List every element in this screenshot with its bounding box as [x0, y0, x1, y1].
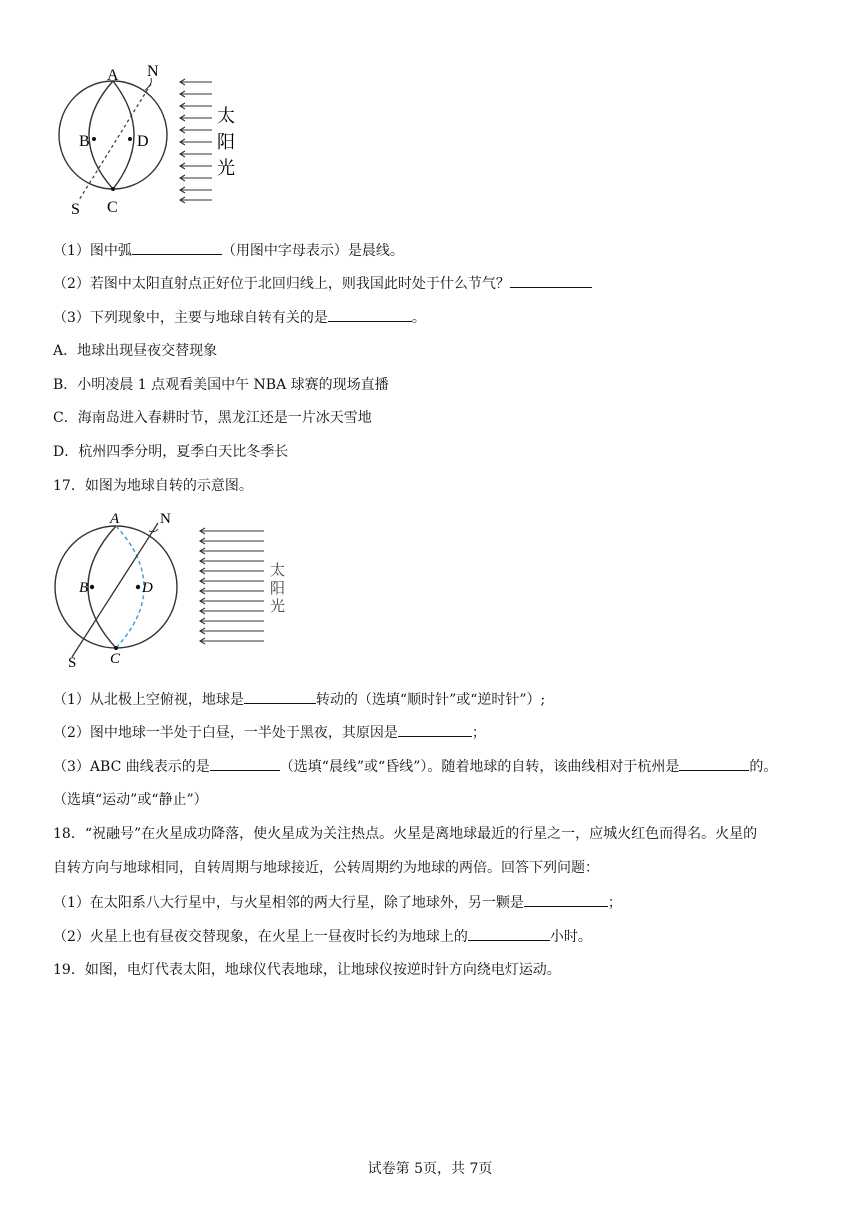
option-d: D．杭州四季分明，夏季白天比冬季长: [53, 444, 289, 460]
label-C: C: [110, 651, 121, 667]
sunlight-label-2: 阳: [217, 132, 235, 152]
label-S: S: [71, 201, 80, 218]
q18-intro-line1: 18．“祝融号”在火星成功降落，使火星成为关注热点。火星是离地球最近的行星之一，应城火红色而得名。火星的: [53, 826, 758, 842]
label-C: C: [107, 199, 118, 216]
q16-part2: （2）若图中太阳直射点正好位于北回归线上，则我国此时处于什么节气？: [53, 273, 592, 294]
sunlight-label-3: 光: [270, 599, 286, 615]
earth-illumination-figure-1: [55, 60, 255, 220]
answer-blank[interactable]: [679, 756, 749, 771]
sunlight-arrows: [200, 528, 264, 644]
answer-blank[interactable]: [210, 756, 280, 771]
label-B: B: [79, 580, 89, 596]
q18-part1: （1）在太阳系八大行星中，与火星相邻的两大行星，除了地球外，另一颗是 ；: [53, 892, 622, 913]
q16-part1: （1）图中弧 （用图中字母表示）是晨线。: [53, 240, 404, 261]
label-D: D: [142, 580, 153, 596]
answer-blank[interactable]: [244, 689, 316, 704]
option-a: A．地球出现昼夜交替现象: [53, 343, 218, 359]
answer-blank[interactable]: [132, 240, 222, 255]
label-N: N: [147, 63, 159, 80]
label-A: A: [107, 67, 119, 84]
q16-part3: （3）下列现象中，主要与地球自转有关的是 。: [53, 307, 426, 328]
answer-blank[interactable]: [510, 273, 592, 288]
q18-intro-line2: 自转方向与地球相同，自转周期与地球接近，公转周期约为地球的两倍。回答下列问题：: [53, 860, 599, 876]
option-c: C．海南岛进入春耕时节，黑龙江还是一片冰天雪地: [53, 410, 372, 426]
label-D: D: [137, 133, 149, 150]
sunlight-arrows: [180, 79, 212, 203]
label-B: B: [79, 133, 90, 150]
answer-blank[interactable]: [524, 892, 608, 907]
page-footer: 试卷第 5页，共 7页: [367, 1161, 493, 1177]
q17-part3: （3）ABC 曲线表示的是 （选填“晨线”或“昏线”）。随着地球的自转，该曲线相对于杭州是 的。: [53, 756, 777, 777]
sunlight-label-3: 光: [217, 158, 235, 178]
q17-part1: （1）从北极上空俯视，地球是 转动的（选填“顺时针”或“逆时针”）;: [53, 689, 545, 710]
label-A: A: [110, 511, 120, 527]
q18-part2: （2）火星上也有昼夜交替现象，在火星上一昼夜时长约为地球上的 小时。: [53, 926, 592, 947]
answer-blank[interactable]: [468, 926, 550, 941]
q17-part3-note: （选填“运动”或“静止”）: [53, 792, 208, 808]
sunlight-label-1: 太: [217, 106, 235, 126]
label-S: S: [68, 655, 77, 667]
answer-blank[interactable]: [328, 307, 412, 322]
sunlight-label-2: 阳: [270, 581, 286, 597]
option-b: B．小明凌晨 1 点观看美国中午 NBA 球赛的现场直播: [53, 377, 389, 393]
earth-rotation-figure-2: [50, 507, 290, 667]
answer-blank[interactable]: [398, 722, 472, 737]
q19-title: 19．如图，电灯代表太阳，地球仪代表地球，让地球仪按逆时针方向绕电灯运动。: [53, 962, 561, 978]
q17-part2: （2）图中地球一半处于白昼，一半处于黑夜，其原因是 ；: [53, 722, 486, 743]
sunlight-label-1: 太: [270, 563, 286, 579]
label-N: N: [160, 511, 171, 527]
q17-title: 17．如图为地球自转的示意图。: [53, 478, 253, 494]
